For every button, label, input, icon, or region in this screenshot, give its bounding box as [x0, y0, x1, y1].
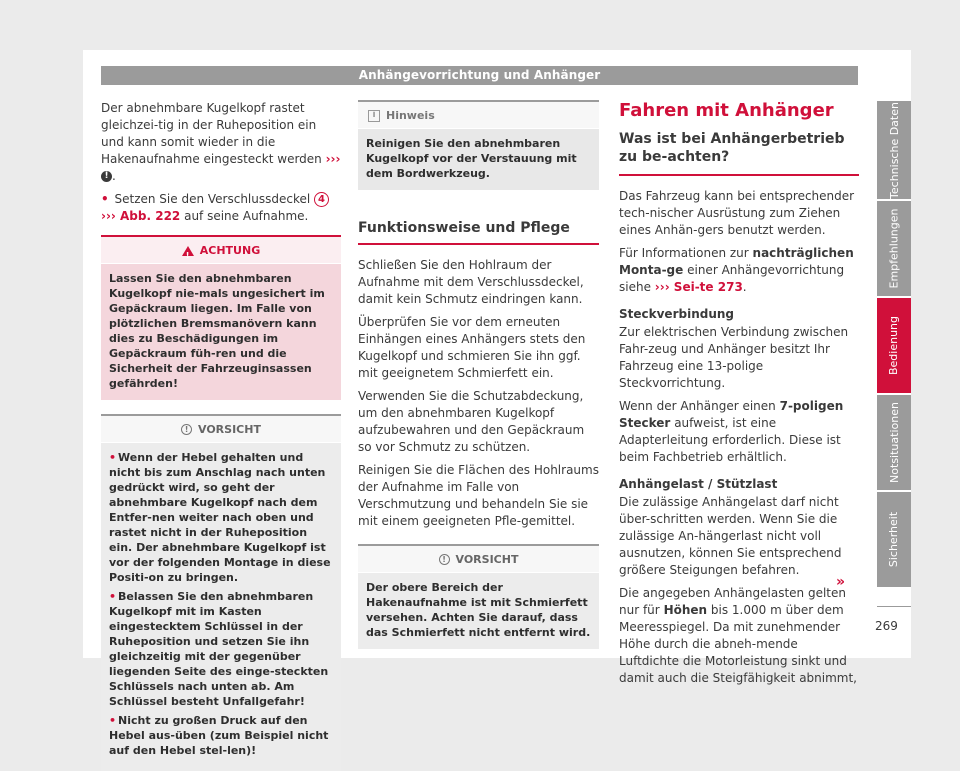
tab-notsituationen[interactable]: Notsituationen	[877, 395, 911, 490]
warning-mark-icon: !	[101, 171, 112, 182]
page-number: 269	[875, 619, 898, 633]
continue-icon: »	[836, 574, 846, 590]
page-header: Anhängevorrichtung und Anhänger	[101, 66, 858, 85]
intro-ref[interactable]: ›››	[325, 152, 341, 166]
note-label: Hinweis	[386, 109, 435, 122]
column-2	[358, 100, 599, 649]
figure-ref[interactable]: ››› Abb. 222	[101, 209, 181, 223]
column-1	[101, 100, 341, 771]
page-ref[interactable]: ››› Sei-te 273	[654, 280, 743, 294]
caution-box-2	[358, 544, 599, 649]
paragraph: Schließen Sie den Hohlraum der Aufnahme mit dem Verschlussdeckel, damit kein Schmutz eindringen kann.	[358, 258, 584, 306]
paragraph: Verwenden Sie die Schutzabdeckung, um den abnehmbaren Kugelkopf aufzubewahren und den Gepäckraum so vor Schmutz zu schützen.	[358, 389, 585, 454]
caution-box	[101, 414, 341, 771]
caution-text: Der obere Bereich der Hakenaufnahme ist mit Schmierfett versehen. Achten Sie darauf, dass das Schmierfett nicht entfernt wird.	[358, 573, 599, 649]
note-box	[358, 100, 599, 190]
paragraph: Zur elektrischen Verbindung zwischen Fahr-zeug und Anhänger besitzt Ihr Fahrzeug eine 13-polige Steckvorrichtung.	[619, 325, 849, 390]
tab-sicherheit[interactable]: Sicherheit	[877, 492, 911, 587]
paragraph: Für Informationen zur nachträglichen Monta-ge einer Anhängevorrichtung siehe ››› Sei-te 273.	[619, 246, 854, 294]
info-icon: i	[368, 110, 380, 122]
tab-technische-daten[interactable]: Technische Daten	[877, 101, 911, 199]
paragraph: Die angegeben Anhängelasten gelten nur für Höhen bis 1.000 m über dem Meeresspiegel. Da mit zunehmender Höhe durch die abneh-mende Luftdichte die Motorleistung sinkt und damit auch die Steigfähigkeit abnimmt,	[619, 586, 857, 685]
caution-label: VORSICHT	[198, 423, 261, 436]
warning-box	[101, 235, 341, 400]
callout-number: 4	[314, 192, 329, 207]
paragraph: Die zulässige Anhängelast darf nicht über-schritten werden. Wenn Sie die zulässige An-hängerlast nicht voll ausnutzen, können Sie entsprechend größere Steigungen befahren.	[619, 495, 842, 577]
bullet-paragraph: • Setzen Sie den Verschlussdeckel 4 ››› Abb. 222 auf seine Aufnahme.	[101, 191, 341, 225]
warning-label: ACHTUNG	[199, 244, 261, 257]
page-number-rule	[877, 606, 911, 607]
caution-icon: !	[439, 554, 450, 565]
paragraph: Wenn der Anhänger einen 7-poligen Stecker aufweist, ist eine Adapterleitung erforderlich. Diese ist beim Fachbetrieb erhältlich.	[619, 399, 844, 464]
section-subtitle: Was ist bei Anhängerbetrieb zu be-achten?	[619, 130, 859, 176]
note-text: Reinigen Sie den abnehmbaren Kugelkopf vor der Verstauung mit dem Bordwerkzeug.	[358, 129, 599, 190]
list-item: • Nicht zu großen Druck auf den Hebel aus-üben (zum Beispiel nicht auf den Hebel stel-len)!	[109, 714, 329, 757]
caution-icon: !	[181, 424, 192, 435]
side-tabs	[877, 101, 911, 589]
list-item: • Wenn der Hebel gehalten und nicht bis zum Anschlag nach unten gedrückt wird, so geht der abnehmbare Kugelkopf nach dem Entfer-nen weiter nach oben und rastet nicht in der Ruheposition ein. Der abnehmbare Kugelkopf ist vor der folgenden Montage in diese Positi-on zu bringen.	[109, 451, 331, 584]
tab-bedienung[interactable]: Bedienung	[877, 298, 911, 393]
section-title: Funktionsweise und Pflege	[358, 220, 599, 245]
bullet-icon: •	[101, 192, 109, 206]
paragraph: Reinigen Sie die Flächen des Hohlraums der Aufnahme im Falle von Verschmutzung und behandeln Sie sie mit einem geeigneten Pfle-gemittel.	[358, 463, 599, 528]
list-item: • Belassen Sie den abnehmbaren Kugelkopf mit im Kasten eingestecktem Schlüssel in der Ruheposition und setzen Sie ihn gleichzeitig mit der gegenüber liegenden Seite des einge-steckten Schlüssels nach unten ab. Am Schlüssel besteht Unfallgefahr!	[109, 590, 329, 708]
subheading: Anhängelast / Stützlast	[619, 477, 778, 491]
intro-paragraph: Der abnehmbare Kugelkopf rastet gleichzei-tig in der Ruheposition ein und kann somit wieder in die Hakenaufnahme eingesteckt werden ››› ! .	[101, 101, 341, 183]
subheading: Steckverbindung	[619, 307, 735, 321]
tab-empfehlungen[interactable]: Empfehlungen	[877, 201, 911, 296]
warning-triangle-icon	[182, 246, 194, 256]
paragraph: Überprüfen Sie vor dem erneuten Einhängen eines Anhängers stets den Kugelkopf und schmieren Sie ihn ggf. mit geeignetem Schmierfett ein.	[358, 315, 586, 380]
warning-text: Lassen Sie den abnehmbaren Kugelkopf nie-mals ungesichert im Gepäckraum liegen. Im Falle von plötzlichen Bremsmanövern kann dies zu Beschädigungen im Gepäckraum füh-ren und die Sicherheit der Fahrzeuginsassen gefährden!	[101, 264, 341, 400]
caution-label: VORSICHT	[455, 553, 519, 566]
column-3	[619, 100, 859, 693]
chapter-title: Fahren mit Anhänger	[619, 100, 834, 121]
paragraph: Das Fahrzeug kann bei entsprechender tech-nischer Ausrüstung zum Ziehen eines Anhän-gers benutzt werden.	[619, 189, 855, 237]
